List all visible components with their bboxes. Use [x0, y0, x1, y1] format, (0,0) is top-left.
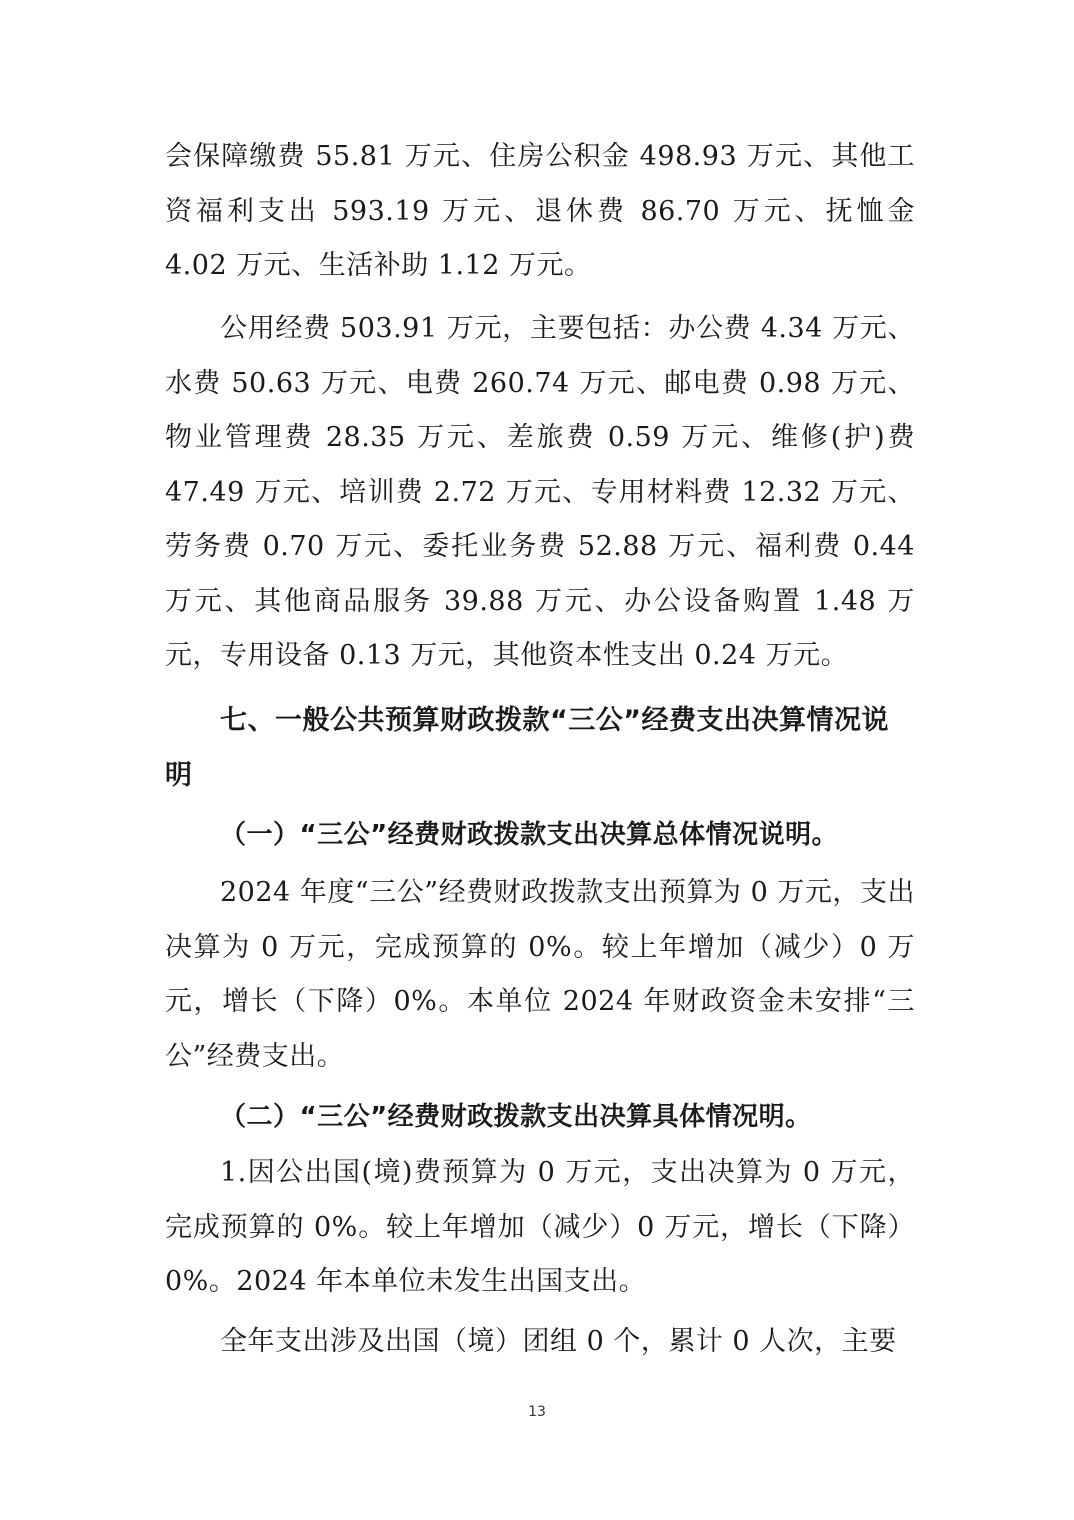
page-number: 13: [528, 1404, 546, 1420]
paragraph-personnel-expenses: 会保障缴费 55.81 万元、住房公积金 498.93 万元、其他工资福利支出 593.19 万元、退休费 86.70 万元、抚恤金 4.02 万元、生活补助 1.12 万元。: [165, 141, 915, 281]
subsection-heading-one: （一）“三公”经费财政拨款支出决算总体情况说明。: [220, 820, 839, 850]
paragraph-overseas-travel: 1.因公出国(境)费预算为 0 万元，支出决算为 0 万元，完成预算的 0%。较上年增加（减少）0 万元，增长（下降）0%。2024 年本单位未发生出国支出。: [165, 1157, 915, 1297]
paragraph-three-public-overall: 2024 年度“三公”经费财政拨款支出预算为 0 万元，支出决算为 0 万元，完成预算的 0%。较上年增加（减少）0 万元，增长（下降）0%。本单位 2024 年财政资金未安排“三公”经费支出。: [165, 877, 915, 1072]
section-heading-seven: 七、一般公共预算财政拨款“三公”经费支出决算情况说明: [165, 705, 889, 791]
paragraph-public-expenses: 公用经费 503.91 万元，主要包括：办公费 4.34 万元、水费 50.63 万元、电费 260.74 万元、邮电费 0.98 万元、物业管理费 28.35 万元、差旅费 0.59 万元、维修(护)费 47.49 万元、培训费 2.72 万元、专用材料费 12.32 万元、劳务费 0.70 万元、委托业务费 52.88 万元、福利费 0.44 万元、其他商品服务 39.88 万元、办公设备购置 1.48 万元，专用设备 0.13 万元，其他资本性支出 0.24 万元。: [165, 313, 915, 671]
paragraph-overseas-groups: 全年支出涉及出国（境）团组 0 个，累计 0 人次，主要: [220, 1326, 897, 1357]
subsection-heading-two: （二）“三公”经费财政拨款支出决算具体情况明。: [220, 1102, 812, 1132]
